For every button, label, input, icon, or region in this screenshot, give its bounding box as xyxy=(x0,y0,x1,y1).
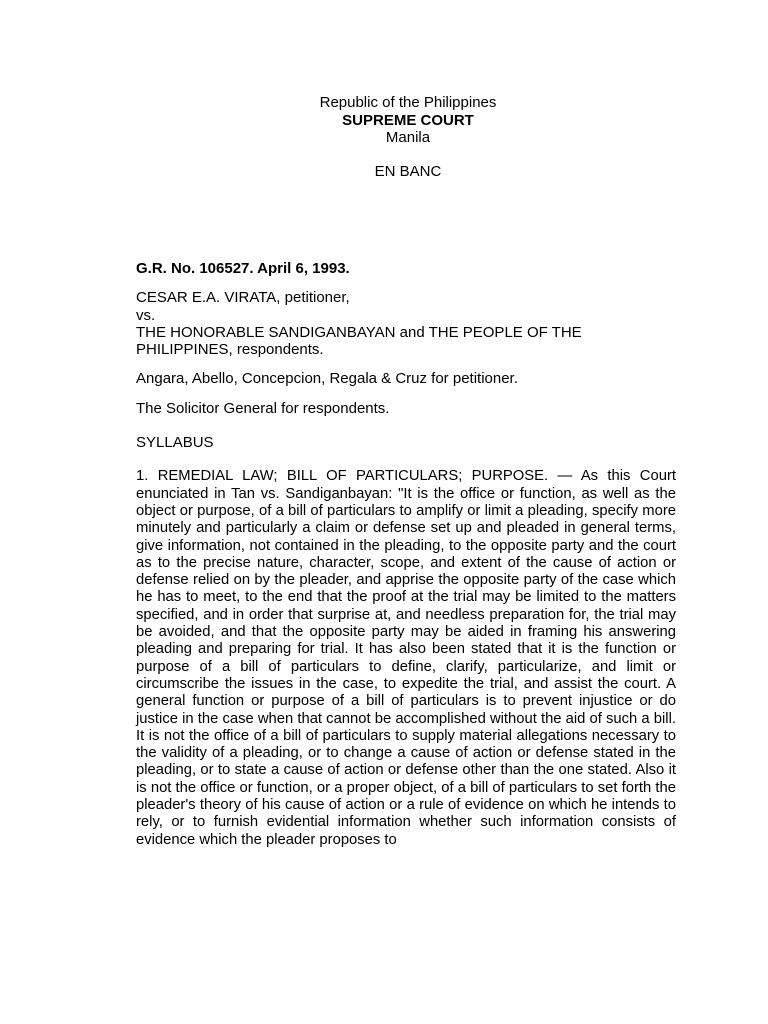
respondent-counsel: The Solicitor General for respondents. xyxy=(136,399,390,417)
document-body xyxy=(136,260,676,849)
republic-line: Republic of the Philippines xyxy=(319,94,497,111)
court-city: Manila xyxy=(385,129,431,146)
syllabus-heading: SYLLABUS xyxy=(136,434,214,452)
versus-line: vs. xyxy=(136,306,156,324)
division-label: EN BANC xyxy=(374,162,442,180)
petitioner-line: CESAR E.A. VIRATA, petitioner, xyxy=(136,289,350,307)
respondents-line: THE HONORABLE SANDIGANBAYAN and THE PEOPLE OF THE PHILIPPINES, respondents. xyxy=(136,323,582,359)
syllabus-paragraph: 1. REMEDIAL LAW; BILL OF PARTICULARS; PURPOSE. — As this Court enunciated in Tan vs. Sandiganbayan: "It is the office or function, as well as the object or purpose, of a bill of particulars to amplify or limit a pleading, specify more minutely and particularly a claim or defense set up and pleaded in general terms, give information, not contained in the pleading, to the opposite party and the court as to the precise nature, character, scope, and extent of the cause of action or defense relied on by the pleader, and apprise the opposite party of the case which he has to meet, to the end that the proof at the trial may be limited to the matters specified, and in order that surprise at, and needless preparation for, the trial may be avoided, and that the opposite party may be aided in framing his answering pleading and preparing for trial. It has also been stated that it is the function or purpose of a bill of particulars to define, clarify, particularize, and limit or circumscribe the issues in the case, to expedite the trial, and assist the court. A general function or purpose of a bill of particulars is to prevent injustice or do justice in the case when that cannot be accomplished without the aid of such a bill. It is not the office of a bill of particulars to supply material allegations necessary to the validity of a pleading, or to change a cause of action or defense stated in the pleading, or to state a cause of action or defense other than the one stated. Also it is not the office or function, or a proper object, of a bill of particulars to set forth the pleader's theory of his cause of action or a rule of evidence on which he intends to rely, or to furnish evidential information whether such information consists of evidence which the pleader proposes to xyxy=(136,468,676,848)
petitioner-counsel: Angara, Abello, Concepcion, Regala & Cruz for petitioner. xyxy=(136,370,518,388)
court-name: SUPREME COURT xyxy=(342,111,474,129)
case-parties xyxy=(136,289,676,358)
case-number: G.R. No. 106527. April 6, 1993. xyxy=(136,260,350,277)
document-header xyxy=(0,94,768,180)
